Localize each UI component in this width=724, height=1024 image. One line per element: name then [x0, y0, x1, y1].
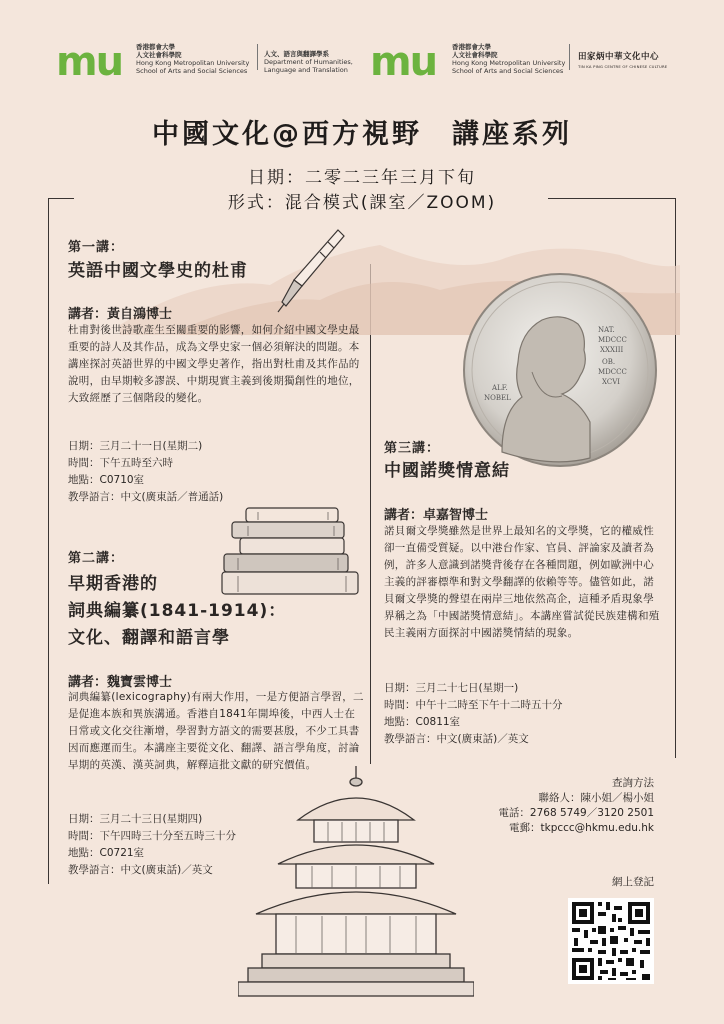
top-left-rule	[48, 198, 74, 199]
lecture2-language: 教學語言：中文(廣東話)／英文	[68, 864, 213, 876]
lecture3-speaker: 講者：卓嘉智博士	[384, 508, 489, 523]
logo-en-school: School of Arts and Social Sciences	[136, 67, 248, 75]
medal-text-xcvi: XCVI	[602, 378, 621, 386]
lecture3-info	[384, 680, 664, 748]
lecture1-info	[68, 438, 268, 506]
dept-en-1: Department of Humanities,	[264, 58, 353, 66]
hkmu-logo-text-2	[452, 43, 565, 75]
lecture2-title-1: 早期香港的	[68, 574, 158, 594]
lecture2-title-3: 文化、翻譯和語言學	[68, 628, 230, 648]
contact-person: 聯絡人：陳小姐／楊小姐	[538, 792, 654, 804]
dept-en-2: Language and Translation	[264, 66, 348, 74]
hkmu-logo-mark: mu	[56, 39, 123, 85]
hkmu-logo-mark-2: mu	[370, 39, 437, 85]
medal-text-mdccc-2: MDCCC	[598, 368, 627, 376]
contact-block	[498, 776, 654, 836]
contact-email[interactable]: 電郵：tkpccc@hkmu.edu.hk	[509, 822, 654, 834]
lecture3-time: 時間：中午十二時至下午十二時五十分	[384, 699, 563, 711]
lecture2-time: 時間：下午四時三十分至五時三十分	[68, 830, 236, 842]
logo2-cn-name: 香港都會大學	[452, 43, 491, 51]
centre-logo	[578, 50, 667, 69]
medal-text-mdccc-1: MDCCC	[598, 336, 627, 344]
lecture3-date: 日期：三月二十七日(星期一)	[384, 682, 519, 694]
top-right-rule	[548, 198, 676, 199]
logo2-en-school: School of Arts and Social Sciences	[452, 67, 564, 75]
dept-cn: 人文、語言與翻譯學系	[264, 50, 329, 58]
lecture1-date: 日期：三月二十一日(星期二)	[68, 440, 203, 452]
lecture1-venue: 地點：C0710室	[68, 474, 145, 486]
registration-qr-code-icon[interactable]	[568, 898, 654, 984]
lecture3-title: 中國諾獎情意結	[384, 461, 510, 481]
lecture2-description: 詞典編纂(lexicography)有兩大作用，一是方便語言學習，二是促進本族和異族溝通。香港自1841年開埠後，中西人士在日常或文化交往漸增，學習對方語文的需要甚殷，不少工具書因而應運而生。本講座主要從文化、翻譯、語言學角度，討論早期的英漢、漢英詞典，解釋這批文獻的研究價值。	[68, 691, 364, 771]
center-divider-line	[370, 264, 371, 764]
contact-phone: 電話：2768 5749／3120 2501	[498, 807, 654, 819]
medal-text-alf: ALF.	[492, 384, 508, 392]
lecture3-language: 教學語言：中文(廣東話)／英文	[384, 733, 529, 745]
date-line: 日期：二零二三年三月下旬	[248, 168, 476, 188]
lecture2-title-2: 詞典編纂(1841-1914)：	[68, 601, 287, 621]
stacked-books-icon	[218, 502, 362, 602]
lecture1-title: 英語中國文學史的杜甫	[68, 261, 248, 281]
dept-text	[264, 50, 353, 74]
online-registration-label: 網上登記	[612, 876, 654, 888]
contact-heading: 查詢方法	[612, 777, 654, 789]
temple-of-heaven-icon	[238, 762, 474, 1018]
logo-cn-school: 人文社會科學院	[136, 51, 182, 59]
hkmu-logo-text	[136, 43, 249, 75]
format-line: 形式：混合模式(課室／ZOOM)	[227, 193, 497, 213]
lecture3-venue: 地點：C0811室	[384, 716, 461, 728]
lecture1-time: 時間：下午五時至六時	[68, 457, 173, 469]
lecture2-speaker: 講者：魏寶雲博士	[68, 675, 173, 690]
lecture2-venue: 地點：C0721室	[68, 847, 145, 859]
header-divider-2	[569, 44, 570, 70]
centre-cn: 田家炳中華文化中心	[578, 52, 660, 62]
lecture2-info	[68, 811, 288, 879]
lecture1-speaker: 講者：黃自鴻博士	[68, 307, 173, 322]
fountain-pen-icon	[268, 224, 348, 314]
medal-text-nat: NAT.	[598, 326, 615, 334]
centre-en: TIN KA PING CENTRE OF CHINESE CULTURE	[578, 64, 668, 69]
logo-cn-name: 香港都會大學	[136, 43, 175, 51]
logo2-en-name: Hong Kong Metropolitan University	[452, 59, 566, 67]
nobel-medal-icon	[462, 272, 658, 468]
logo2-cn-school: 人文社會科學院	[452, 51, 498, 59]
lecture1-language: 教學語言：中文(廣東話／普通話)	[68, 491, 224, 503]
logo-en-name: Hong Kong Metropolitan University	[136, 59, 250, 67]
lecture2-date: 日期：三月二十三日(星期四)	[68, 813, 203, 825]
medal-text-nobel: NOBEL	[484, 394, 511, 402]
lecture3-label: 第三講：	[384, 441, 441, 456]
page-title: 中國文化@西方視野 講座系列	[152, 119, 572, 150]
lecture3-description: 諾貝爾文學獎雖然是世界上最知名的文學獎，它的權威性卻一直備受質疑。以中港台作家、官員、評論家及讀者為例，許多人意識到諾獎背後存在各種問題，例如歐洲中心主義的評審標準和對文學翻譯的依賴等等。儘管如此，諾貝爾文學獎的聲望在兩岸三地依然高企，這種矛盾現象學界稱之為「中國諾獎情意結」。本講座嘗試從民族建構和殖民主義兩方面探討中國諾獎情結的現象。	[384, 525, 660, 639]
medal-text-xxxiii: XXXIII	[600, 346, 624, 354]
lecture1-label: 第一講：	[68, 240, 125, 255]
medal-text-ob: OB.	[602, 358, 616, 366]
lecture2-label: 第二講：	[68, 551, 125, 566]
lecture1-description: 杜甫對後世詩歌產生至關重要的影響，如何介紹中國文學史最重要的詩人及其作品，成為文學史家一個必須解決的問題。本講座探討英語世界的中國文學史著作，指出對杜甫及其作品的說明，由早期較多謬誤、中期現實主義到後期獨創性的地位，大致經歷了三個階段的變化。	[68, 324, 360, 404]
header-divider	[257, 44, 258, 70]
left-border-line	[48, 198, 49, 884]
